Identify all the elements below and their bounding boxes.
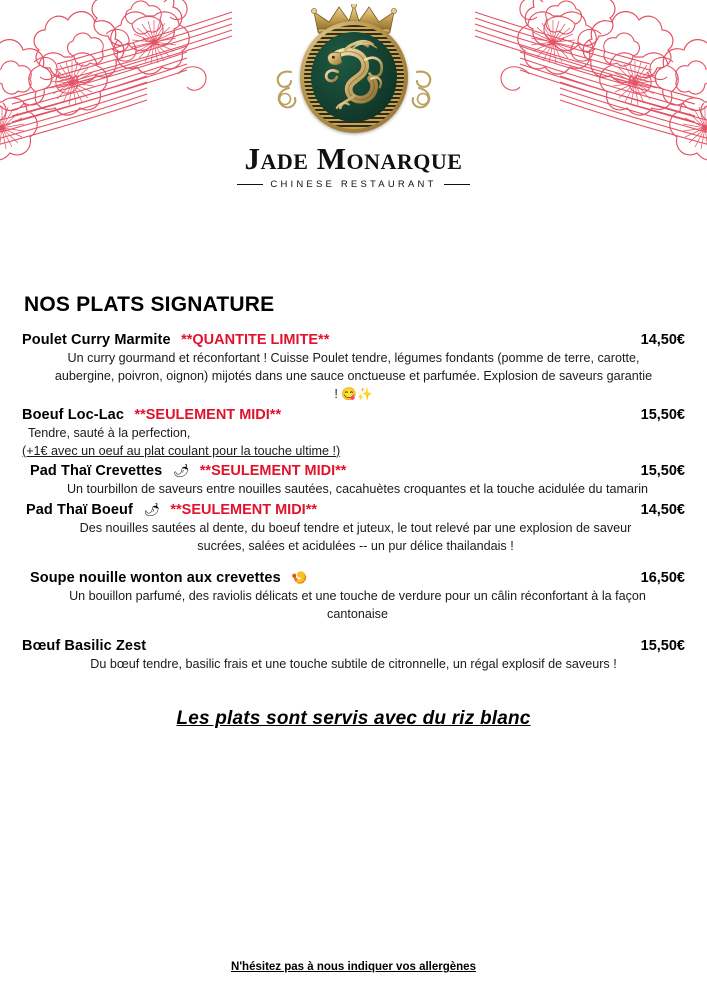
- brand-header: [0, 0, 707, 215]
- menu-item-description: Tendre, sauté à la perfection,: [28, 425, 191, 440]
- left-gold-flourish-icon: [271, 66, 301, 114]
- menu-item-tag: **SEULEMENT MIDI**: [199, 463, 347, 480]
- tagline-rule-right: [444, 184, 470, 185]
- menu-item: [22, 569, 685, 624]
- menu-item-header: [22, 331, 685, 349]
- dragon-emblem-icon: [269, 4, 439, 132]
- menu-item-description: Un curry gourmand et réconfortant ! Cuisse Poulet tendre, légumes fondants (pomme de terre, carotte, aubergine, poivron, oignon) mijotés dans une sauce onctueuse et parfumée. Explosion de saveurs garantie ! 😋✨: [54, 351, 653, 401]
- dragon-icon: [311, 32, 397, 122]
- menu-item: [22, 331, 685, 404]
- menu-item-name: Pad Thaï Crevettes: [30, 463, 163, 480]
- menu-item-tag: **SEULEMENT MIDI**: [170, 502, 317, 519]
- menu-item-name: Boeuf Loc-Lac: [22, 406, 124, 423]
- chili-pepper-icon: 🌶: [172, 463, 190, 479]
- menu-item-header: [26, 501, 685, 519]
- brand-logo: [0, 4, 707, 190]
- allergen-note: N'hésitez pas à nous indiquer vos allergènes: [231, 961, 476, 973]
- menu-item-price: 15,50€: [640, 463, 685, 480]
- serve-note: Les plats sont servis avec du riz blanc: [176, 707, 531, 729]
- menu-item: [22, 406, 685, 461]
- menu-item-name: Soupe nouille wonton aux crevettes: [30, 570, 281, 586]
- chili-pepper-icon: 🌶: [143, 502, 160, 518]
- brand-wordmark: Jade Monarque: [244, 141, 463, 176]
- menu-item-header: [22, 406, 685, 424]
- tagline-rule-left: [237, 184, 263, 185]
- brand-tagline-row: [0, 179, 707, 190]
- brand-tagline: CHINESE RESTAURANT: [270, 179, 437, 190]
- menu-item: [22, 501, 685, 556]
- menu-item-price: 14,50€: [640, 332, 685, 348]
- menu-item-price: 14,50€: [640, 502, 685, 519]
- menu-item-price: 15,50€: [640, 637, 685, 654]
- menu-item-supplement-note: (+1€ avec un oeuf au plat coulant pour la touche ultime !): [22, 443, 341, 458]
- menu-item-description: Des nouilles sautées al dente, du boeuf tendre et juteux, le tout relevé par une explosion de saveur sucrées, salées et acidulées -- un pur délice thailandais !: [79, 521, 632, 554]
- right-gold-flourish-icon: [407, 66, 437, 114]
- emblem-green-field: [311, 32, 397, 122]
- menu-item-tag: **QUANTITE LIMITE**: [181, 332, 330, 348]
- shrimp-icon: 🍤: [291, 570, 308, 585]
- menu-item-name: Bœuf Basilic Zest: [22, 637, 147, 654]
- menu-body: [0, 293, 707, 730]
- menu-item-name: Poulet Curry Marmite: [22, 332, 171, 348]
- menu-item-description: Du bœuf tendre, basilic frais et une touche subtile de citronnelle, un régal explosif de saveurs !: [90, 656, 617, 671]
- menu-item-tag: **SEULEMENT MIDI**: [134, 406, 282, 423]
- emblem-medallion: [300, 21, 408, 133]
- menu-item: [22, 637, 685, 674]
- menu-item-header: [22, 637, 685, 655]
- menu-item-description: Un bouillon parfumé, des raviolis délicats et une touche de verdure pour un câlin réconfortant à la façon cantonaise: [69, 589, 646, 621]
- menu-item-header: [30, 569, 685, 587]
- menu-item-price: 16,50€: [640, 570, 685, 586]
- menu-item-name: Pad Thaï Boeuf: [26, 502, 133, 519]
- menu-item-price: 15,50€: [640, 406, 685, 423]
- page-title: NOS PLATS SIGNATURE: [24, 293, 275, 316]
- menu-item-header: [30, 462, 685, 480]
- menu-item-description: Un tourbillon de saveurs entre nouilles sautées, cacahuètes croquantes et la touche acidulée du tamarin: [66, 482, 649, 497]
- menu-item: [22, 462, 685, 499]
